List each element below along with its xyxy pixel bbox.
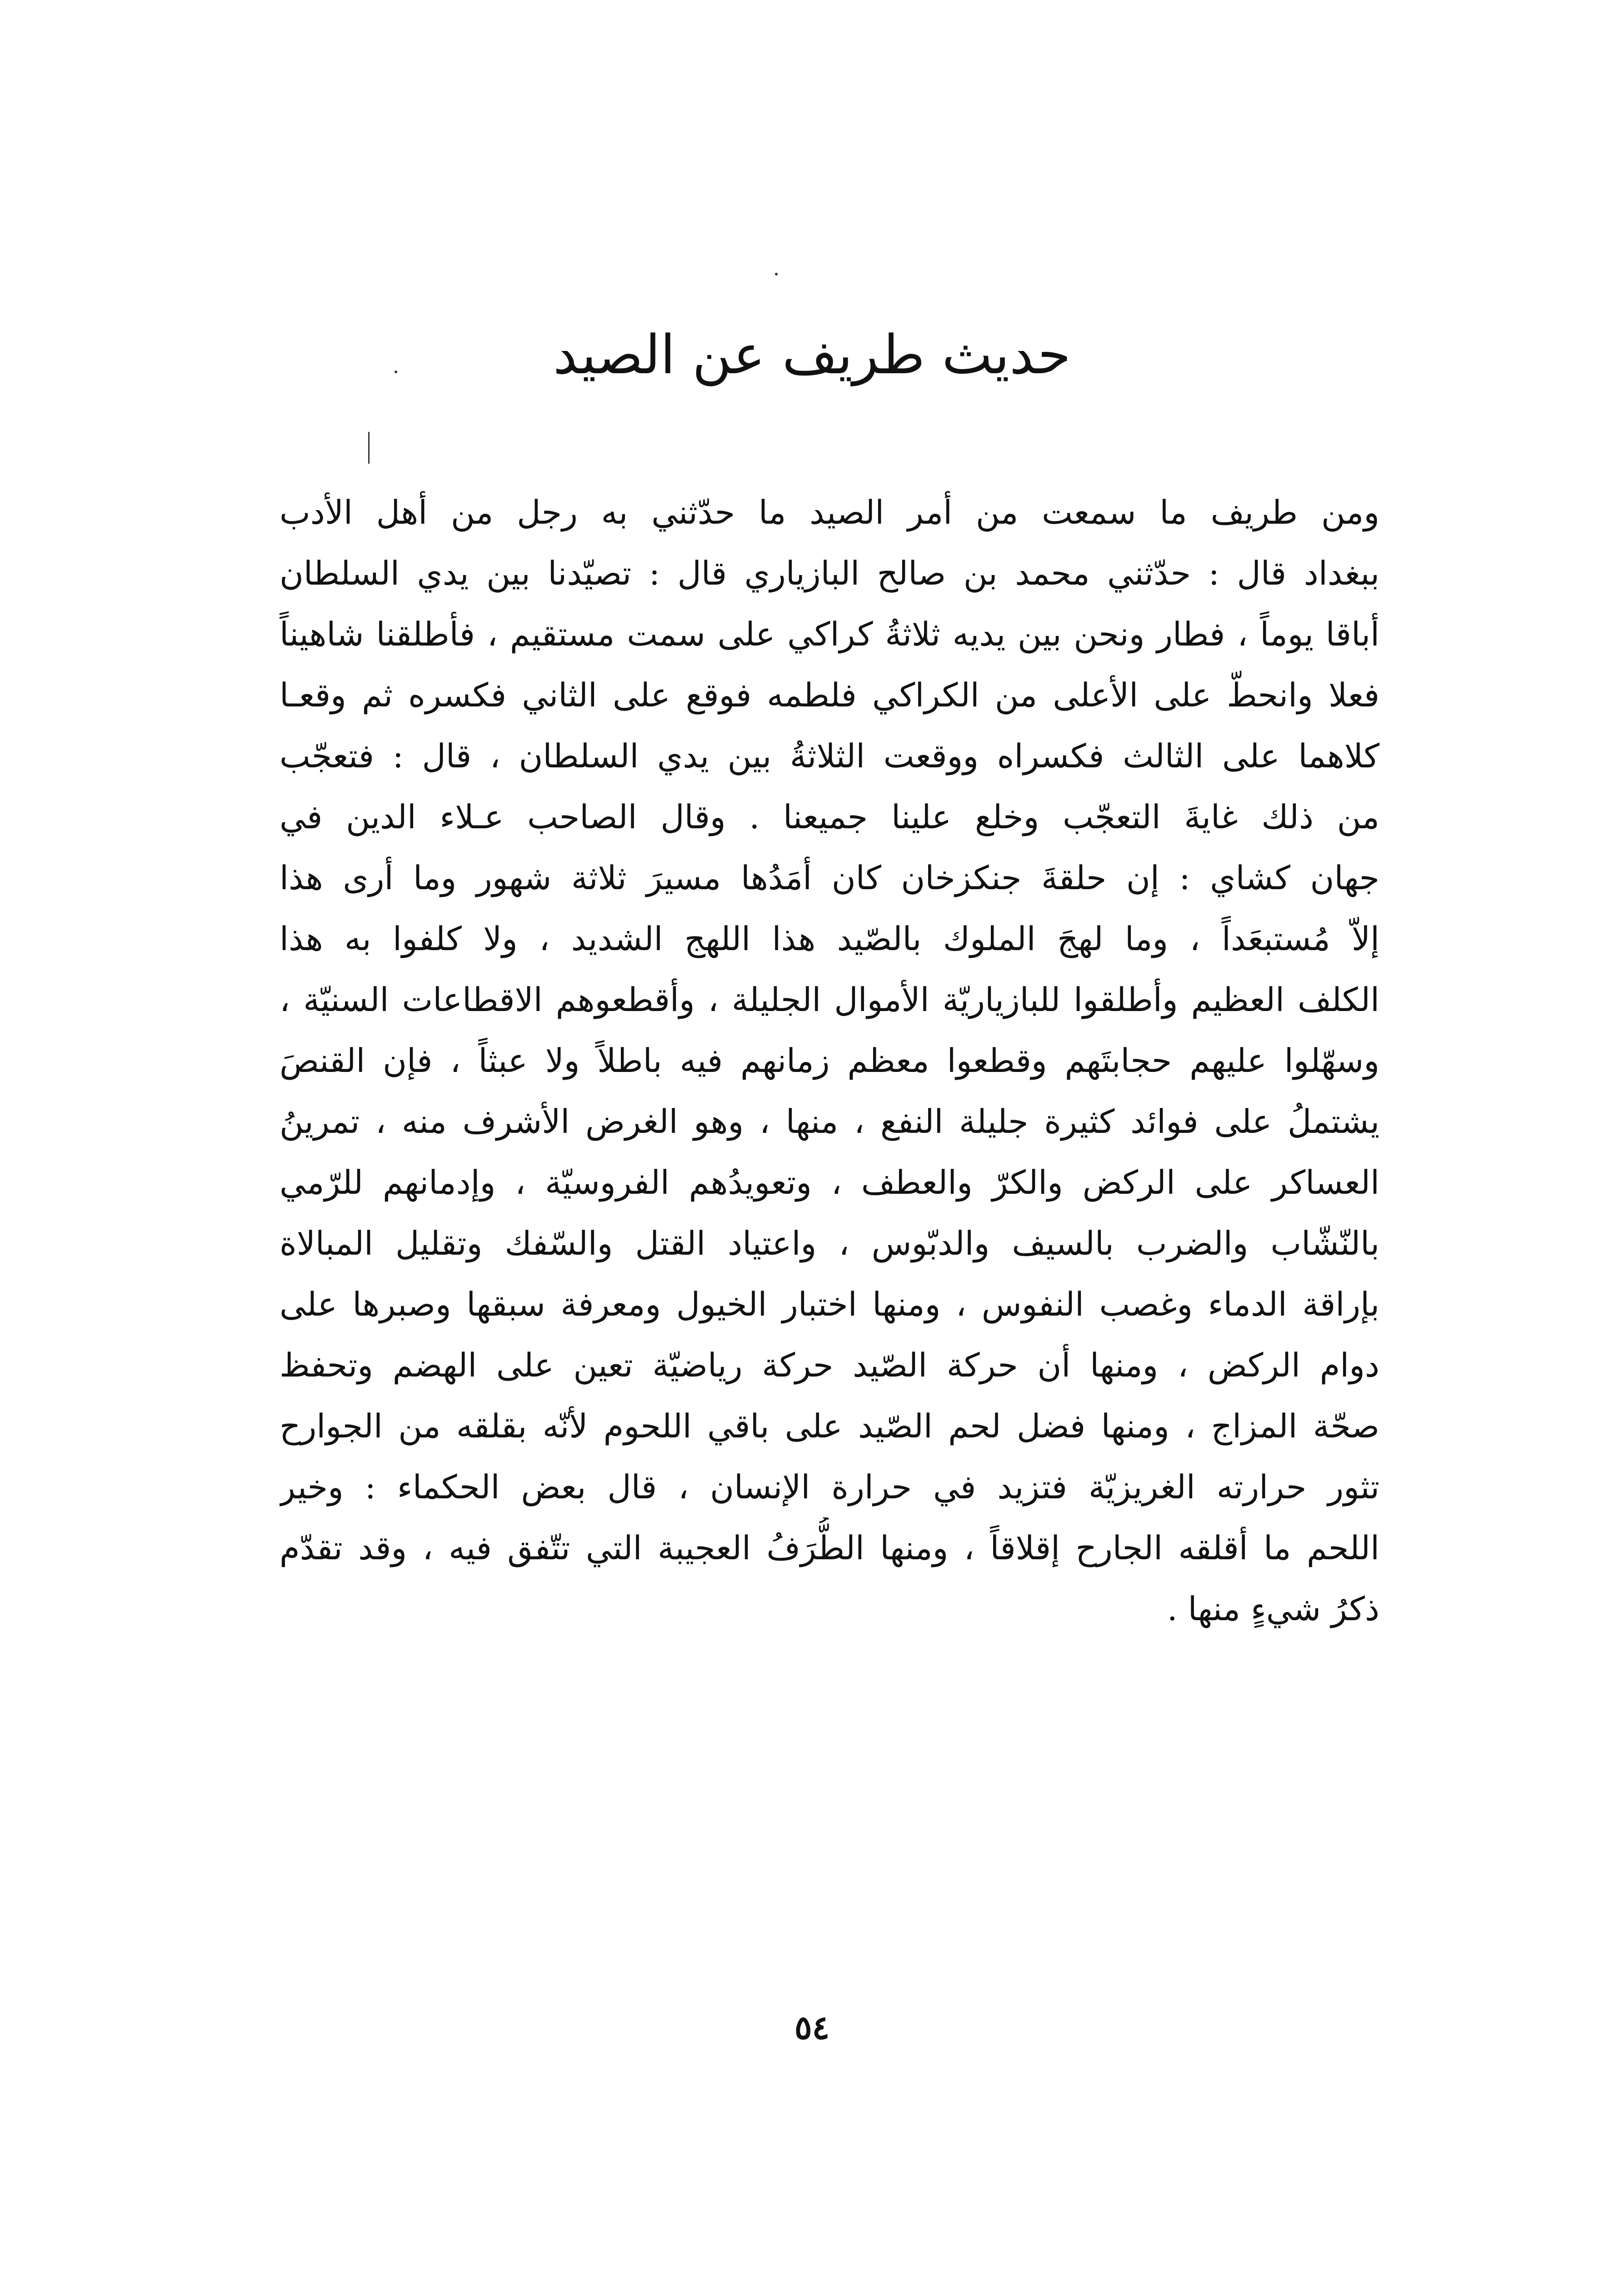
text-line: بالنّشّاب والضرب بالسيف والدبّوس ، واعتياد القتل والسّفك وتقليل المبالاة (280, 1224, 1379, 1262)
ink-speck (775, 273, 778, 275)
page-number: ٥٤ (794, 2008, 830, 2047)
text-line: بإراقة الدماء وغصب النفوس ، ومنها اختبار الخيول ومعرفة سبقها وصبرها على (280, 1285, 1379, 1323)
text-line: صحّة المزاج ، ومنها فضل لحم الصّيد على باقي اللحوم لأنّه بقلقه من الجوارح (280, 1407, 1379, 1445)
text-line: كلاهما على الثالث فكسراه ووقعت الثلاثةُ بين يدي السلطان ، قال : فتعجّب (280, 737, 1379, 775)
text-line: أباقا يوماً ، فطار ونحن بين يديه ثلاثةُ كراكي على سمت مستقيم ، فأطلقنا شاهيناً (280, 615, 1379, 653)
text-line: وسهّلوا عليهم حجابتَهم وقطعوا معظم زمانهم فيه باطلاً ولا عبثاً ، فإن القنصَ (280, 1041, 1379, 1080)
text-line: الكلف العظيم وأطلقوا للبازياريّة الأموال الجليلة ، وأقطعوهم الاقطاعات السنيّة ، (280, 981, 1379, 1019)
text-line: تثور حرارته الغريزيّة فتزيد في حرارة الإنسان ، قال بعض الحكماء : وخير (280, 1468, 1379, 1506)
ink-mark (368, 432, 370, 464)
text-line: من ذلك غايةَ التعجّب وخلع علينا جميعنا . وقال الصاحب عـلاء الدين في (280, 798, 1379, 836)
text-line: دوام الركض ، ومنها أن حركة الصّيد حركة رياضيّة تعين على الهضم وتحفظ (280, 1346, 1379, 1384)
page-title: حديث طريف عن الصيد (553, 323, 1071, 386)
text-line: ببغداد قال : حدّثني محمد بن صالح البازياري قال : تصيّدنا بين يدي السلطان (280, 554, 1379, 592)
text-line: إلاّ مُستبعَداً ، وما لهجَ الملوك بالصّيد هذا اللهج الشديد ، ولا كلفوا به هذا (280, 920, 1379, 958)
text-line: يشتملُ على فوائد كثيرة جليلة النفع ، منها ، وهو الغرض الأشرف منه ، تمرينُ (280, 1102, 1379, 1141)
body-paragraph (280, 482, 1379, 1639)
text-line: العساكر على الركض والكرّ والعطف ، وتعويدُهم الفروسيّة ، وإدمانهم للرّمي (280, 1163, 1379, 1202)
text-line: فعلا وانحطّ على الأعلى من الكراكي فلطمه فوقع على الثاني فكسره ثم وقعـا (280, 676, 1379, 714)
text-line-last: ذكرُ شيءٍ منها . (1167, 1590, 1379, 1628)
text-line: ومن طريف ما سمعت من أمر الصيد ما حدّثني به رجل من أهل الأدب (280, 493, 1379, 531)
text-line: جهان كشاي : إن حلقةَ جنكزخان كان أمَدُها مسيرَ ثلاثة شهور وما أرى هذا (280, 859, 1379, 897)
text-line: اللحم ما أقلقه الجارح إقلاقاً ، ومنها الطُّرَفُ العجيبة التي تتّفق فيه ، وقد تقدّم (280, 1529, 1379, 1567)
